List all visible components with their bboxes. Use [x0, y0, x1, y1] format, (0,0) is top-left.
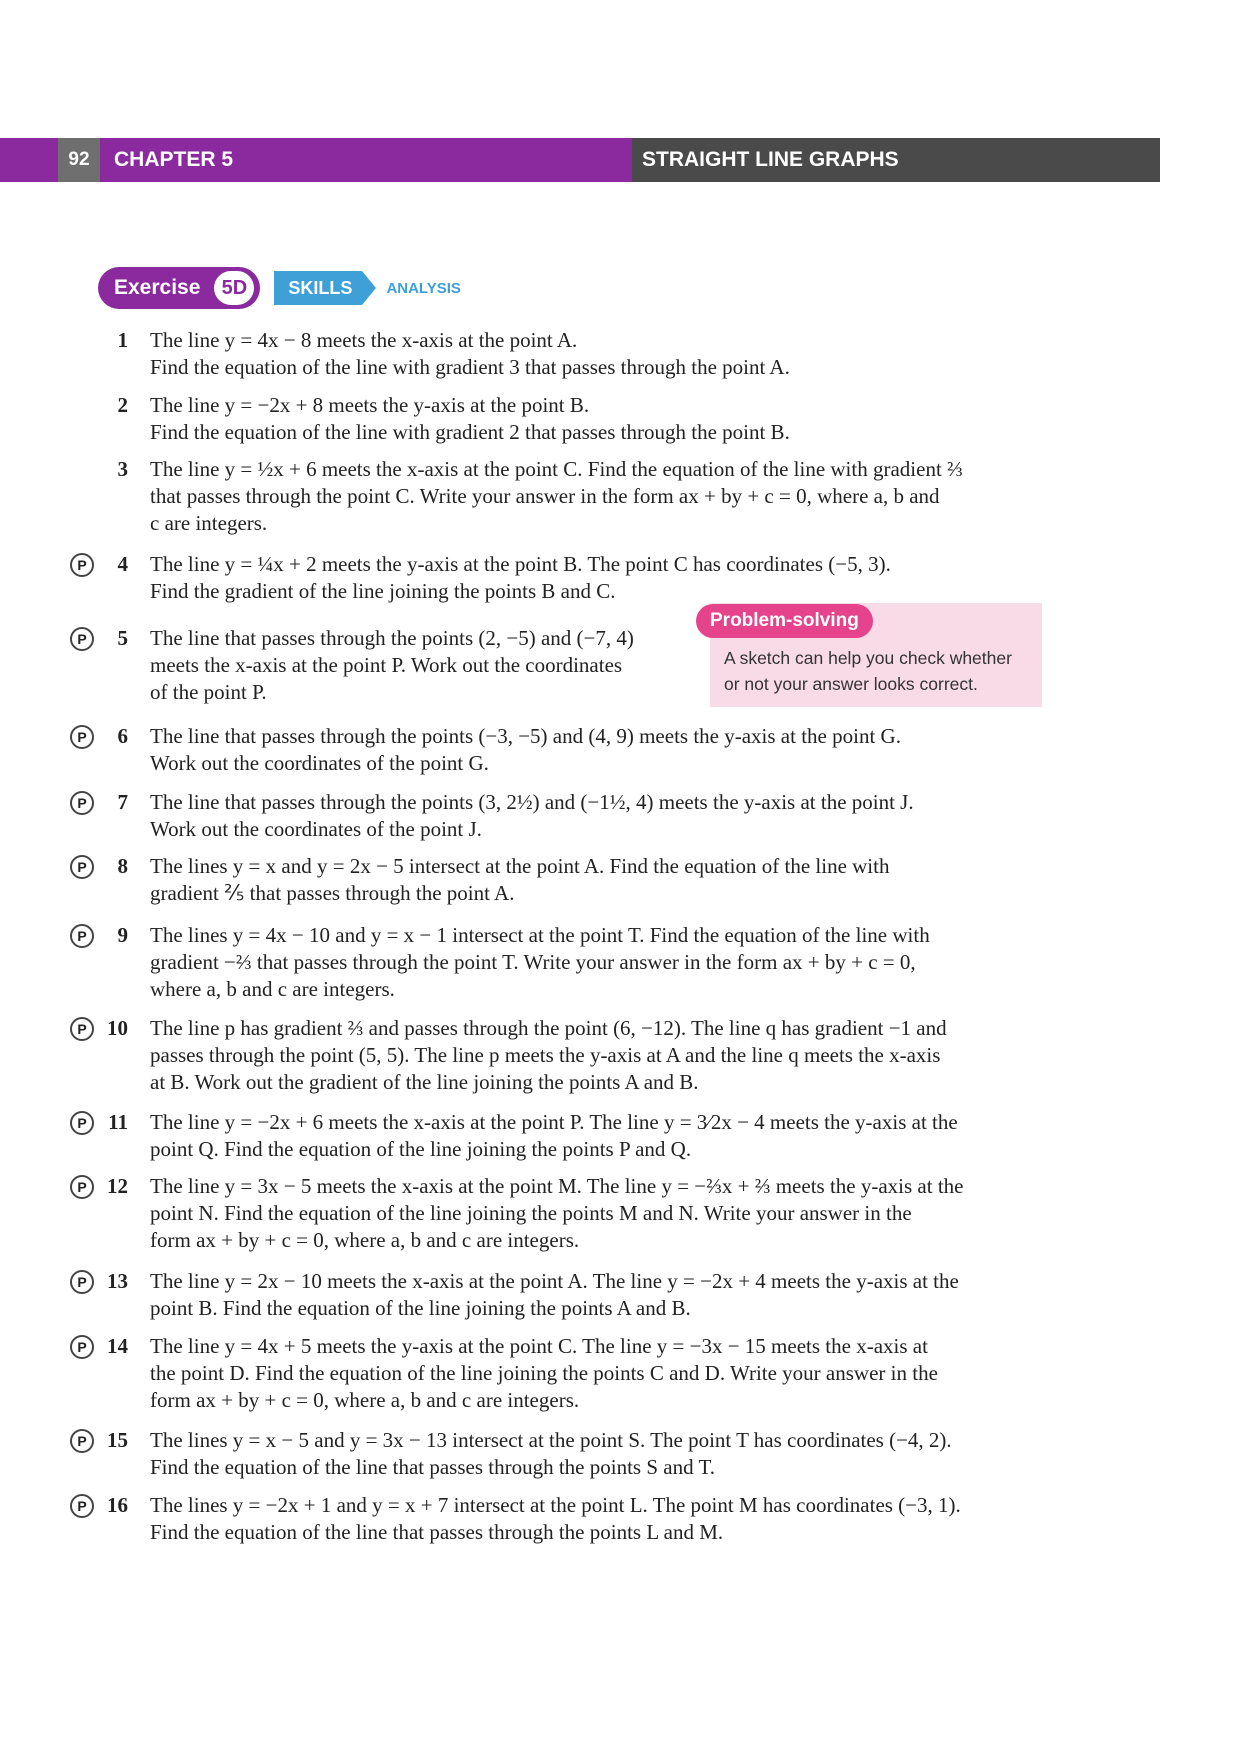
problem-solving-line: A sketch can help you check whether [724, 648, 1012, 668]
question-line: c are integers. [150, 511, 268, 535]
question-text [150, 625, 695, 706]
question-text [150, 456, 1040, 537]
question-number: 10 [107, 1016, 128, 1040]
question-line: Work out the coordinates of the point J. [150, 817, 482, 841]
question-line: The line y = ¼x + 2 meets the y-axis at the point B. The point C has coordinates (−5, 3). [150, 552, 891, 576]
skills-tag: SKILLS [274, 271, 362, 305]
question-line: the point D. Find the equation of the line joining the points C and D. Write your answer in the [150, 1361, 938, 1385]
question-line: The line y = −2x + 6 meets the x-axis at the point P. The line y = 3⁄2x − 4 meets the y-axis at the [150, 1110, 958, 1134]
section-title: STRAIGHT LINE GRAPHS [642, 148, 899, 171]
question-text [150, 1268, 1040, 1322]
question-line: The lines y = −2x + 1 and y = x + 7 intersect at the point L. The point M has coordinates (−3, 1). [150, 1493, 961, 1517]
problem-solving-marker-icon: P [70, 1429, 94, 1453]
question-line: The line y = 3x − 5 meets the x-axis at the point M. The line y = −⅔x + ⅔ meets the y-axis at the [150, 1174, 964, 1198]
exercise-label: Exercise [114, 276, 201, 299]
problem-solving-marker-icon: P [70, 791, 94, 815]
question-number: 6 [117, 724, 128, 748]
header-left [0, 138, 632, 182]
problem-solving-text [724, 645, 1034, 697]
problem-solving-marker-icon: P [70, 855, 94, 879]
question-line: The line y = 4x − 8 meets the x-axis at the point A. [150, 328, 578, 352]
question-line: Find the equation of the line that passes through the points S and T. [150, 1455, 715, 1479]
problem-solving-marker-icon: P [70, 1111, 94, 1135]
question-line: The line y = −2x + 8 meets the y-axis at the point B. [150, 393, 590, 417]
question-line: meets the x-axis at the point P. Work out the coordinates [150, 653, 623, 677]
problem-solving-marker-icon: P [70, 627, 94, 651]
question-text [150, 551, 1040, 605]
question-line: Find the gradient of the line joining the points B and C. [150, 579, 616, 603]
question-number: 16 [107, 1493, 128, 1517]
problem-solving-marker-icon: P [70, 553, 94, 577]
question-number: 14 [107, 1334, 128, 1358]
chapter-title: CHAPTER 5 [114, 148, 234, 171]
problem-solving-line: or not your answer looks correct. [724, 674, 978, 694]
question-line: Find the equation of the line with gradient 2 that passes through the point B. [150, 420, 790, 444]
question-text [150, 723, 1040, 777]
question-text [150, 789, 1040, 843]
question-line: The line y = 2x − 10 meets the x-axis at the point A. The line y = −2x + 4 meets the y-axis at the [150, 1269, 959, 1293]
question-line: The line p has gradient ⅔ and passes through the point (6, −12). The line q has gradient −1 and [150, 1016, 947, 1040]
question-line: where a, b and c are integers. [150, 977, 395, 1001]
problem-solving-title: Problem-solving [696, 604, 873, 638]
question-number: 5 [117, 626, 128, 650]
problem-solving-marker-icon: P [70, 1017, 94, 1041]
question-number: 7 [117, 790, 128, 814]
question-text [150, 1492, 1040, 1546]
question-line: The lines y = x and y = 2x − 5 intersect at the point A. Find the equation of the line with [150, 854, 890, 878]
question-number: 1 [117, 328, 128, 352]
question-text [150, 392, 1040, 446]
question-number: 12 [107, 1174, 128, 1198]
question-line: Work out the coordinates of the point G. [150, 751, 489, 775]
question-line: Find the equation of the line with gradient 3 that passes through the point A. [150, 355, 790, 379]
question-line: The line that passes through the points (−3, −5) and (4, 9) meets the y-axis at the point G. [150, 724, 901, 748]
skills-arrow-icon [362, 271, 376, 305]
question-text [150, 1173, 1040, 1254]
question-number: 4 [117, 552, 128, 576]
question-number: 8 [117, 854, 128, 878]
problem-solving-marker-icon: P [70, 1175, 94, 1199]
problem-solving-marker-icon: P [70, 1335, 94, 1359]
question-line: form ax + by + c = 0, where a, b and c are integers. [150, 1228, 580, 1252]
question-number: 2 [117, 393, 128, 417]
question-line: point Q. Find the equation of the line joining the points P and Q. [150, 1137, 692, 1161]
question-line: that passes through the point C. Write your answer in the form ax + by + c = 0, where a, b and [150, 484, 940, 508]
question-line: of the point P. [150, 680, 267, 704]
problem-solving-marker-icon: P [70, 924, 94, 948]
exercise-number: 5D [212, 269, 256, 307]
question-number: 11 [108, 1110, 128, 1134]
question-text [150, 1109, 1040, 1163]
exercise-heading [98, 266, 461, 310]
question-number: 9 [117, 923, 128, 947]
question-line: The line y = ½x + 6 meets the x-axis at the point C. Find the equation of the line with gradient ⅔ [150, 457, 963, 481]
question-line: The line that passes through the points (2, −5) and (−7, 4) [150, 626, 634, 650]
question-line: The lines y = x − 5 and y = 3x − 13 intersect at the point S. The point T has coordinates (−4, 2). [150, 1428, 952, 1452]
question-text [150, 922, 1040, 1003]
problem-solving-marker-icon: P [70, 1270, 94, 1294]
question-line: passes through the point (5, 5). The line p meets the y-axis at A and the line q meets the x-axis [150, 1043, 941, 1067]
page-number: 92 [58, 138, 100, 182]
question-line: gradient ⅖ that passes through the point A. [150, 881, 515, 905]
problem-solving-marker-icon: P [70, 725, 94, 749]
question-line: at B. Work out the gradient of the line joining the points A and B. [150, 1070, 699, 1094]
question-line: point N. Find the equation of the line joining the points M and N. Write your answer in the [150, 1201, 912, 1225]
question-line: The lines y = 4x − 10 and y = x − 1 intersect at the point T. Find the equation of the line with [150, 923, 930, 947]
question-number: 3 [117, 457, 128, 481]
problem-solving-marker-icon: P [70, 1494, 94, 1518]
exercise-pill [98, 267, 260, 309]
question-text [150, 327, 1040, 381]
question-text [150, 1427, 1040, 1481]
skill-analysis: ANALYSIS [386, 279, 461, 297]
question-line: The line that passes through the points (3, 2½) and (−1½, 4) meets the y-axis at the point J. [150, 790, 914, 814]
question-line: gradient −⅔ that passes through the point T. Write your answer in the form ax + by + c = 0, [150, 950, 916, 974]
question-number: 15 [107, 1428, 128, 1452]
chapter-header [0, 138, 1160, 182]
header-right [632, 138, 1160, 182]
question-text [150, 1015, 1040, 1096]
question-text [150, 853, 1040, 907]
question-line: point B. Find the equation of the line joining the points A and B. [150, 1296, 691, 1320]
question-text [150, 1333, 1040, 1414]
question-line: Find the equation of the line that passes through the points L and M. [150, 1520, 724, 1544]
question-line: form ax + by + c = 0, where a, b and c are integers. [150, 1388, 580, 1412]
question-line: The line y = 4x + 5 meets the y-axis at the point C. The line y = −3x − 15 meets the x-axis at [150, 1334, 928, 1358]
question-number: 13 [107, 1269, 128, 1293]
